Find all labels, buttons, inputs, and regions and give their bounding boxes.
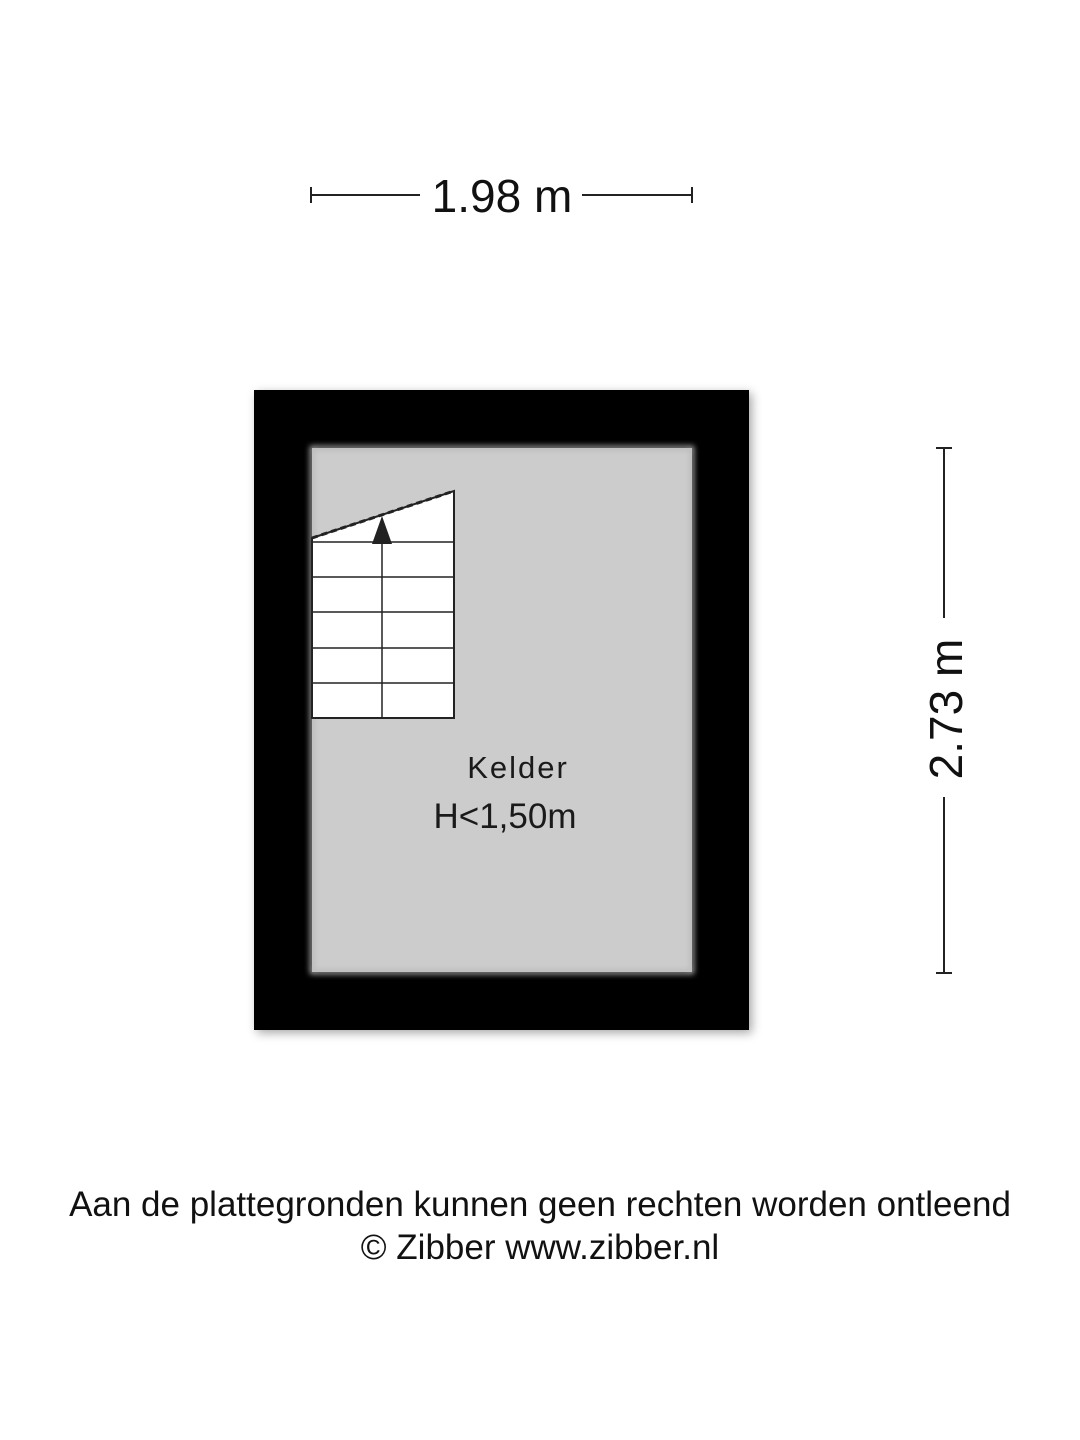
copyright-credit: © Zibber www.zibber.nl (360, 1228, 720, 1267)
width-dimension (311, 170, 692, 222)
room-height-note: H<1,50m (433, 797, 577, 836)
height-dimension (920, 448, 972, 973)
width-dimension-label: 1.98 m (431, 170, 573, 222)
height-dimension-label: 2.73 m (920, 638, 972, 780)
room-name: Kelder (467, 750, 569, 785)
disclaimer-text: Aan de plattegronden kunnen geen rechten worden ontleend (69, 1185, 1011, 1224)
